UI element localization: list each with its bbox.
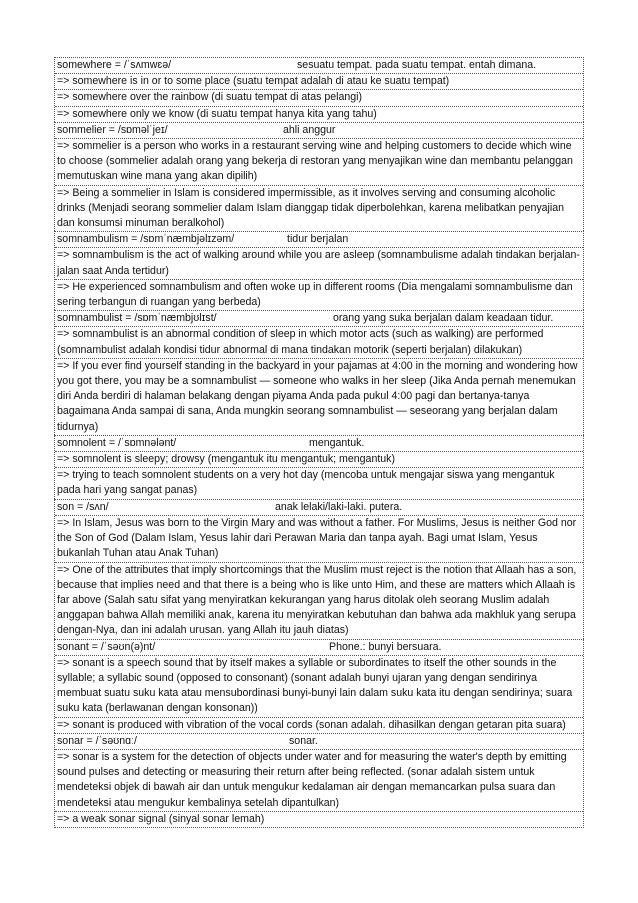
headword: somnolent = /ˈsɒmnələnt/ bbox=[57, 436, 177, 449]
entry-head bbox=[55, 436, 583, 451]
example: => sommelier is a person who works in a restaurant serving wine and helping customers to decide which wine to choose (sommelier adalah orang yang bekerja di restoran yang menyajikan wine dan membantu pelanggan memutuskan wine mana yang akan dipilih) bbox=[55, 138, 583, 185]
meaning: sesuatu tempat. pada suatu tempat. entah dimana. bbox=[297, 59, 537, 71]
headword: sonant = /ˈsəʊn(ə)nt/ bbox=[57, 640, 156, 653]
entry-somnambulism bbox=[54, 231, 584, 310]
example: => a weak sonar signal (sinyal sonar lemah) bbox=[55, 811, 583, 827]
entry-head bbox=[55, 500, 583, 515]
entry-head bbox=[55, 640, 583, 655]
example: => One of the attributes that imply shortcomings that the Muslim must reject is the notion that Allaah has a son, because that implies need and that there is a being who is like unto Him, and these are matters which Allaah is far above (Salah satu sifat yang menyiratkan kekurangan yang harus ditolak oleh seorang Muslim adalah anggapan bahwa Allah memiliki anak, karena itu menyiratkan kebutuhan dan bahwa ada makhluk yang serupa dengan-Nya, dan ini adalah urusan. yang Allah itu jauh diatas) bbox=[55, 562, 583, 639]
example: => somewhere only we know (di suatu tempat hanya kita yang tahu) bbox=[55, 106, 583, 122]
example: => sonant is a speech sound that by itself makes a syllable or subordinates to itself the other sounds in the syllable; a syllabic sound (opposed to consonant) (sonant adalah bunyi ujaran yang dengan sendirinya membuat suatu suku kata atau mensubordinasi bunyi-bunyi lain dalam suku kata itu dengan sendirinya; suara suku kata (berlawanan dengan konsonan)) bbox=[55, 655, 583, 717]
example: => He experienced somnambulism and often woke up in different rooms (Dia mengalami somnambulisme dan sering terbangun di ruangan yang berbeda) bbox=[55, 279, 583, 310]
example: => somewhere is in or to some place (suatu tempat adalah di atau ke suatu tempat) bbox=[55, 73, 583, 89]
entry-somnolent bbox=[54, 435, 584, 499]
entry-head bbox=[55, 58, 583, 73]
example: => Being a sommelier in Islam is considered impermissible, as it involves serving and consuming alcoholic drinks (Menjadi seorang sommelier dalam Islam dianggap tidak diperbolehkan, karena melibatkan penyajian dan konsumsi minuman beralkohol) bbox=[55, 185, 583, 232]
headword: sommelier = /sɒməlˈjeɪ/ bbox=[57, 123, 168, 136]
example: => somnambulist is an abnormal condition of sleep in which motor acts (such as walking) are performed (somnambulist adalah kondisi tidur abnormal di mana tindakan motorik (seperti berjalan) dilakukan) bbox=[55, 326, 583, 357]
entry-somnambulist bbox=[54, 310, 584, 435]
example: => trying to teach somnolent students on a very hot day (mencoba untuk mengajar siswa yang mengantuk pada hari yang sangat panas) bbox=[55, 467, 583, 498]
meaning: orang yang suka berjalan dalam keadaan tidur. bbox=[333, 312, 554, 325]
meaning: sonar. bbox=[289, 734, 318, 747]
vocabulary-list bbox=[54, 57, 584, 828]
entry-sonant bbox=[54, 639, 584, 733]
example: => somewhere over the rainbow (di suatu tempat di atas pelangi) bbox=[55, 89, 583, 105]
headword: son = /sʌn/ bbox=[57, 500, 109, 513]
headword: sonar = /ˈsəʊnɑː/ bbox=[57, 734, 137, 747]
entry-head bbox=[55, 311, 583, 326]
example: => somnolent is sleepy; drowsy (mengantuk itu mengantuk; mengantuk) bbox=[55, 451, 583, 467]
meaning: mengantuk. bbox=[309, 436, 365, 449]
example: => sonant is produced with vibration of the vocal cords (sonan adalah. dihasilkan dengan getaran pita suara) bbox=[55, 717, 583, 733]
example: => In Islam, Jesus was born to the Virgin Mary and was without a father. For Muslims, Jesus is neither God nor the Son of God (Dalam Islam, Yesus lahir dari Perawan Maria dan tanpa ayah. Bagi umat Islam, Yesus bukanlah Tuhan atau Anak Tuhan) bbox=[55, 515, 583, 562]
meaning: Phone.: bunyi bersuara. bbox=[329, 640, 442, 653]
headword: somnambulism = /sɒmˈnæmbjəlɪzəm/ bbox=[57, 233, 235, 246]
entry-sommelier bbox=[54, 122, 584, 231]
example: => If you ever find yourself standing in the backyard in your pajamas at 4:00 in the morning and wondering how you got there, you may be a somnambulist — someone who walks in her sleep (Jika Anda pernah menemukan diri Anda berdiri di halaman belakang dengan piyama Anda pada pukul 4:00 pagi dan bertanya-tanya bagaimana Anda sampai di sana, Anda mungkin seorang somnambulist — seseorang yang berjalan dalam tidurnya) bbox=[55, 358, 583, 435]
example: => somnambulism is the act of walking around while you are asleep (somnambulisme adalah tindakan berjalan-jalan saat Anda tertidur) bbox=[55, 247, 583, 278]
meaning: tidur berjalan bbox=[287, 233, 349, 246]
headword: somewhere = /ˈsʌmwɛə/ bbox=[57, 59, 172, 71]
entry-head bbox=[55, 734, 583, 749]
meaning: anak lelaki/laki-laki. putera. bbox=[275, 500, 403, 513]
headword: somnambulist = /sɒmˈnæmbjʊlɪst/ bbox=[57, 312, 217, 325]
example: => sonar is a system for the detection of objects under water and for measuring the water's depth by emitting sound pulses and detecting or measuring their return after being reflected. (sonar adalah sistem untuk mendeteksi objek di bawah air dan untuk mengukur kedalaman air dengan memancarkan pulsa suara dan mendeteksi atau mengukur kembalinya setelah dipantulkan) bbox=[55, 749, 583, 811]
entry-head bbox=[55, 123, 583, 138]
entry-son bbox=[54, 499, 584, 639]
entry-head bbox=[55, 232, 583, 247]
entry-somewhere bbox=[54, 57, 584, 122]
entry-sonar bbox=[54, 733, 584, 828]
meaning: ahli anggur bbox=[283, 123, 336, 136]
